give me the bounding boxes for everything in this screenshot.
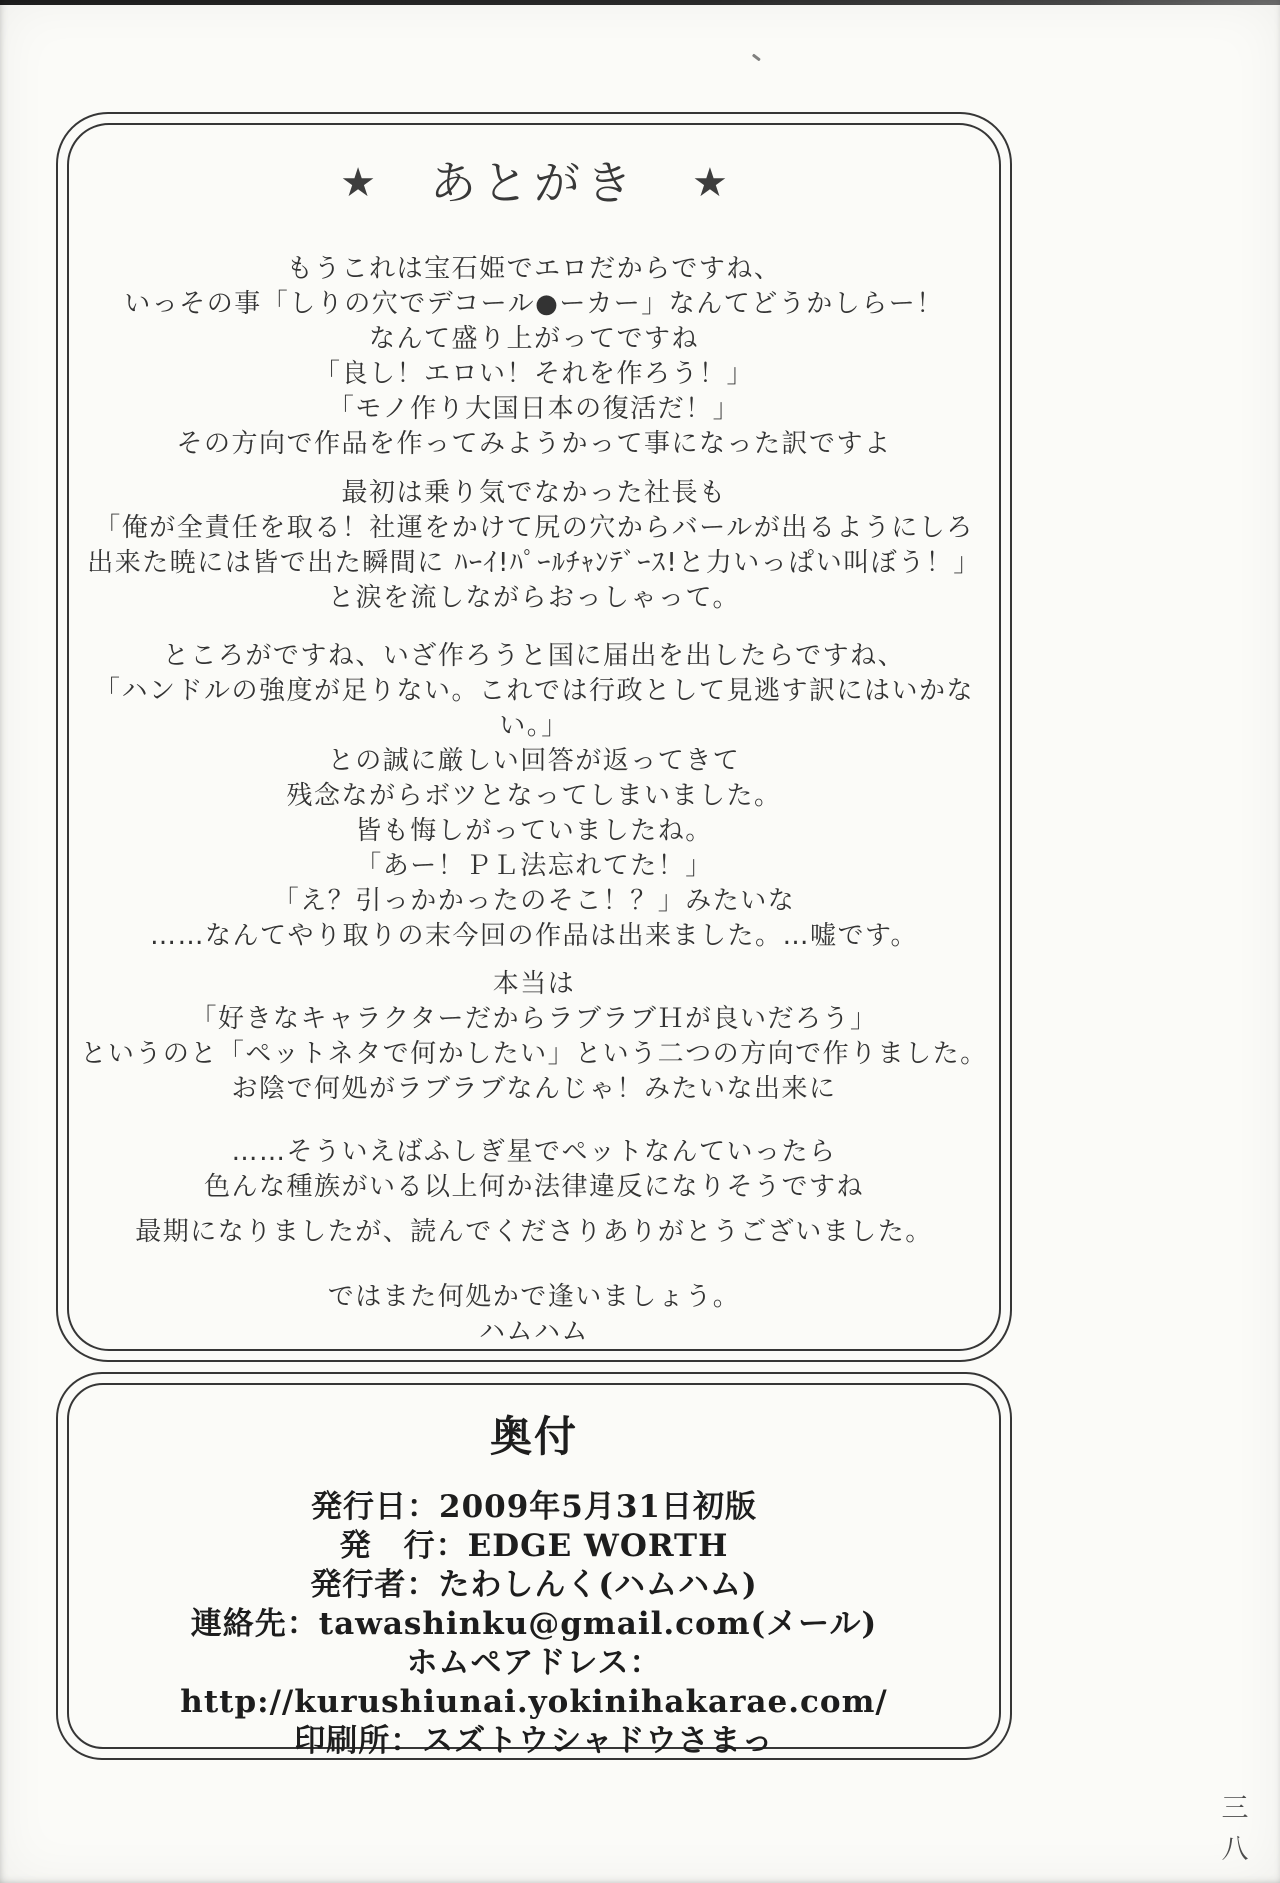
- afterword-line: 皆も悔しがっていましたね。: [355, 816, 713, 846]
- colophon-box: [56, 1372, 1012, 1760]
- afterword-line: 出来た暁には皆で出た瞬間に ﾊｰｲ!ﾊﾟｰﾙﾁｬﾝﾃﾞｰｽ!と力いっぱい叫ぼう！」: [87, 548, 981, 578]
- scan-artifact-top-edge: [0, 0, 1280, 5]
- afterword-line: との誠に厳しい回答が返ってきて: [327, 746, 741, 776]
- colophon-line-homepage-url: ホムペアドレス：http://kurushiunai.yokinihakarae.com/: [180, 1645, 888, 1720]
- afterword-body: [72, 252, 996, 1350]
- afterword-line: 本当は: [492, 969, 576, 999]
- afterword-line: というのと「ペットネタで何かしたい」という二つの方向で作りました。: [80, 1039, 988, 1069]
- colophon-title: 奥付: [489, 1412, 578, 1461]
- colophon-line-printer: 印刷所：スズトウシャドウさまっ: [294, 1723, 774, 1759]
- afterword-line: ところがですね、いざ作ろうと国に届出を出したらですね、: [162, 641, 906, 671]
- afterword-line: 「ハンドルの強度が足りない。これでは行政として見逃す訳にはいかない。」: [93, 676, 974, 741]
- afterword-line: 「俺が全責任を取る！社運をかけて尻の穴からバールが出るようにしろ: [94, 513, 974, 543]
- colophon-line-contact-email: 連絡先：tawashinku@gmail.com(メール): [190, 1606, 878, 1642]
- colophon-line-publish-date: 発行日：2009年5月31日初版: [311, 1489, 757, 1525]
- afterword-line: 「良し！エロい！それを作ろう！」: [313, 359, 754, 389]
- afterword-line: 「好きなキャラクターだからラブラブＨが良いだろう」: [190, 1004, 878, 1034]
- colophon-lines: [72, 1488, 996, 1761]
- afterword-line: もうこれは宝石姫でエロだからですね、: [286, 254, 782, 284]
- colophon-line-publisher-circle: 発 行：EDGE WORTH: [339, 1528, 729, 1564]
- afterword-paragraph: [72, 1135, 996, 1205]
- afterword-line: いっその事「しりの穴でデコール●ーカー」なんてどうかしらー！: [124, 289, 944, 319]
- afterword-line: 「あー！ＰＬ法忘れてた！」: [355, 851, 713, 881]
- afterword-line: 残念ながらボツとなってしまいました。: [286, 781, 782, 811]
- afterword-line: 「え？引っかかったのそこ！？」みたいな: [272, 886, 796, 916]
- colophon-content: [72, 1386, 996, 1759]
- afterword-paragraph: [72, 476, 996, 616]
- afterword-line: ではまた何処かで逢いましょう。: [327, 1282, 741, 1312]
- afterword-line: 最初は乗り気でなかった社長も: [341, 478, 727, 508]
- afterword-box: [56, 112, 1012, 1362]
- afterword-title-row: [72, 150, 996, 216]
- star-icon: ★: [340, 160, 376, 206]
- scan-artifact-speck: [752, 53, 761, 61]
- afterword-paragraph: [72, 967, 996, 1107]
- afterword-paragraph: [72, 1215, 996, 1250]
- afterword-paragraph: [72, 639, 996, 954]
- afterword-paragraph: [72, 252, 996, 462]
- afterword-paragraph: [72, 1280, 996, 1350]
- afterword-content: [72, 126, 996, 1348]
- page-number-char: 八: [1221, 1834, 1249, 1865]
- page-number: [1218, 1793, 1252, 1866]
- afterword-title: あとがき: [430, 156, 638, 210]
- afterword-line: 色んな種族がいる以上何か法律違反になりそうですね: [203, 1172, 864, 1202]
- afterword-line: ……そういえばふしぎ星でペットなんていったら: [231, 1137, 837, 1167]
- afterword-line: 「モノ作り大国日本の復活だ！」: [327, 394, 741, 424]
- afterword-line: お陰で何処がラブラブなんじゃ！みたいな出来に: [231, 1074, 837, 1104]
- afterword-line: その方向で作品を作ってみようかって事になった訳ですよ: [176, 429, 892, 459]
- afterword-line: 最期になりましたが、読んでくださりありがとうございました。: [135, 1217, 933, 1247]
- colophon-line-author: 発行者：たわしんく(ハムハム): [310, 1567, 758, 1603]
- afterword-line: なんて盛り上がってですね: [368, 324, 699, 354]
- afterword-line: と涙を流しながらおっしゃって。: [328, 583, 740, 613]
- page-number-char: 三: [1221, 1793, 1249, 1824]
- afterword-line: ……なんてやり取りの末今回の作品は出来ました。…嘘です。: [150, 921, 918, 951]
- star-icon: ★: [692, 160, 728, 206]
- afterword-signature: ハムハム: [478, 1317, 589, 1347]
